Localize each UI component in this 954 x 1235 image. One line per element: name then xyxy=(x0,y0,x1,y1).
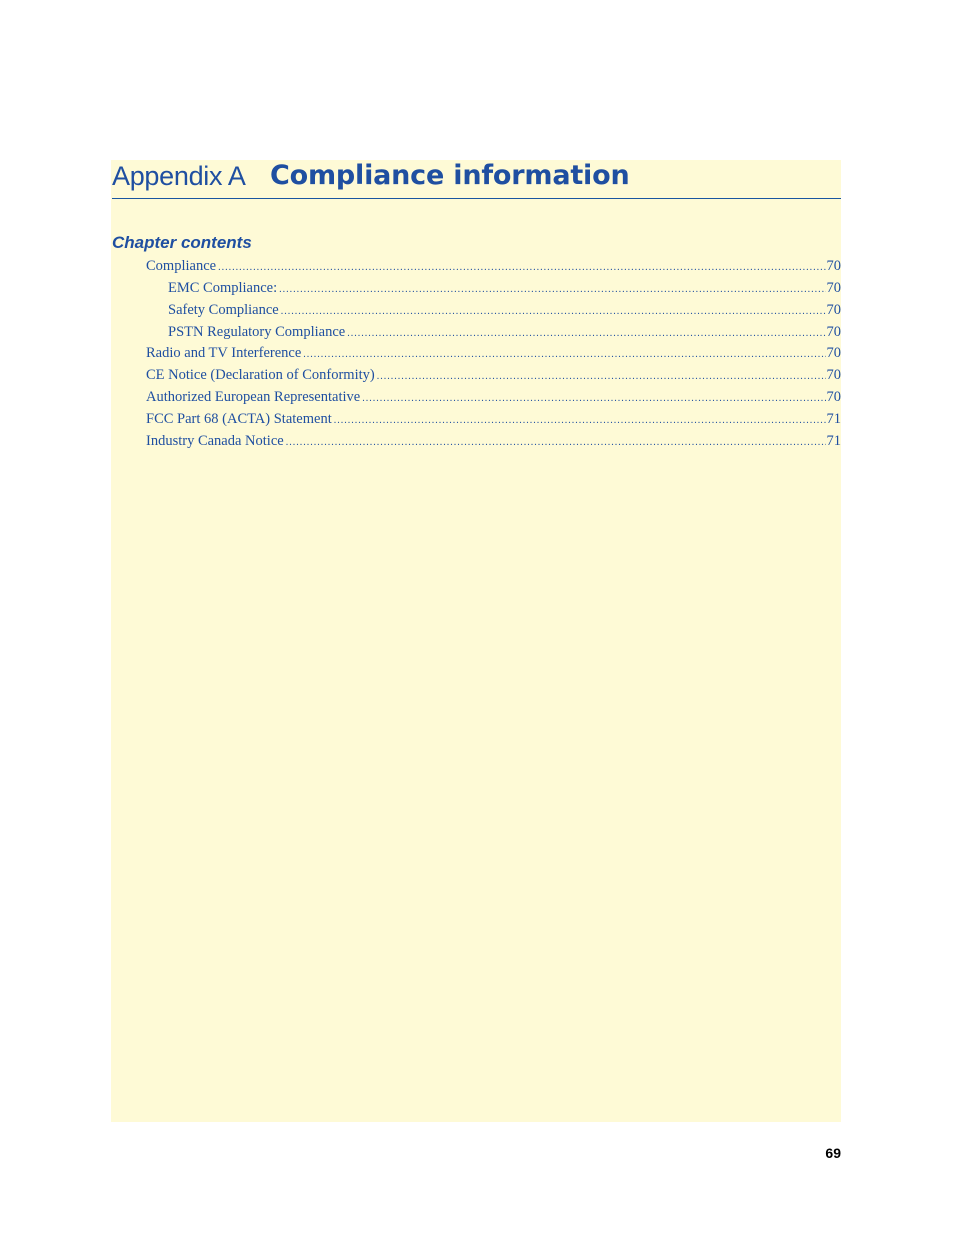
toc-entry-page[interactable]: 70 xyxy=(826,324,841,340)
toc-dot-leader xyxy=(303,349,825,360)
toc-dot-leader xyxy=(281,306,826,317)
toc-entry-page[interactable]: 70 xyxy=(826,345,841,361)
toc-dot-leader xyxy=(347,328,825,339)
toc-entry-label[interactable]: Authorized European Representative xyxy=(146,389,361,405)
chapter-title xyxy=(112,160,841,199)
toc-entry-label[interactable]: FCC Part 68 (ACTA) Statement xyxy=(146,411,332,427)
toc-dot-leader xyxy=(362,393,825,404)
toc-entry-label[interactable]: EMC Compliance: xyxy=(168,280,278,296)
toc-entry[interactable] xyxy=(146,345,841,365)
toc-entry[interactable] xyxy=(146,367,841,387)
toc-entry[interactable] xyxy=(146,411,841,431)
toc-entry[interactable] xyxy=(146,258,841,278)
toc-entry-label[interactable]: Safety Compliance xyxy=(168,302,279,318)
toc-entry-label[interactable]: Radio and TV Interference xyxy=(146,345,302,361)
toc-entry-page[interactable]: 70 xyxy=(826,302,841,318)
toc-dot-leader xyxy=(218,262,825,273)
toc-entry-label[interactable]: Industry Canada Notice xyxy=(146,433,284,449)
toc-entry-label[interactable]: Compliance xyxy=(146,258,217,274)
chapter-contents-heading: Chapter contents xyxy=(112,233,252,252)
toc-entry-page[interactable]: 71 xyxy=(826,411,841,427)
appendix-title: Compliance information xyxy=(270,160,630,191)
toc-entry-page[interactable]: 70 xyxy=(826,389,841,405)
toc-entry[interactable] xyxy=(146,433,841,453)
toc-dot-leader xyxy=(279,284,825,295)
toc-entry-label[interactable]: PSTN Regulatory Compliance xyxy=(168,324,346,340)
toc-dot-leader xyxy=(377,371,826,382)
toc-entry-page[interactable]: 71 xyxy=(826,433,841,449)
toc-entry[interactable] xyxy=(168,302,841,322)
toc-entry[interactable] xyxy=(168,280,841,300)
page-number: 69 xyxy=(825,1145,841,1161)
toc-entry-label[interactable]: CE Notice (Declaration of Conformity) xyxy=(146,367,375,383)
toc-dot-leader xyxy=(334,415,826,426)
toc-entry[interactable] xyxy=(168,324,841,344)
toc-entry-page[interactable]: 70 xyxy=(826,367,841,383)
toc-dot-leader xyxy=(286,437,826,448)
toc-entry-page[interactable]: 70 xyxy=(826,258,841,274)
appendix-label: Appendix A xyxy=(112,161,246,191)
toc-entry-page[interactable]: 70 xyxy=(826,280,841,296)
toc-entry[interactable] xyxy=(146,389,841,409)
